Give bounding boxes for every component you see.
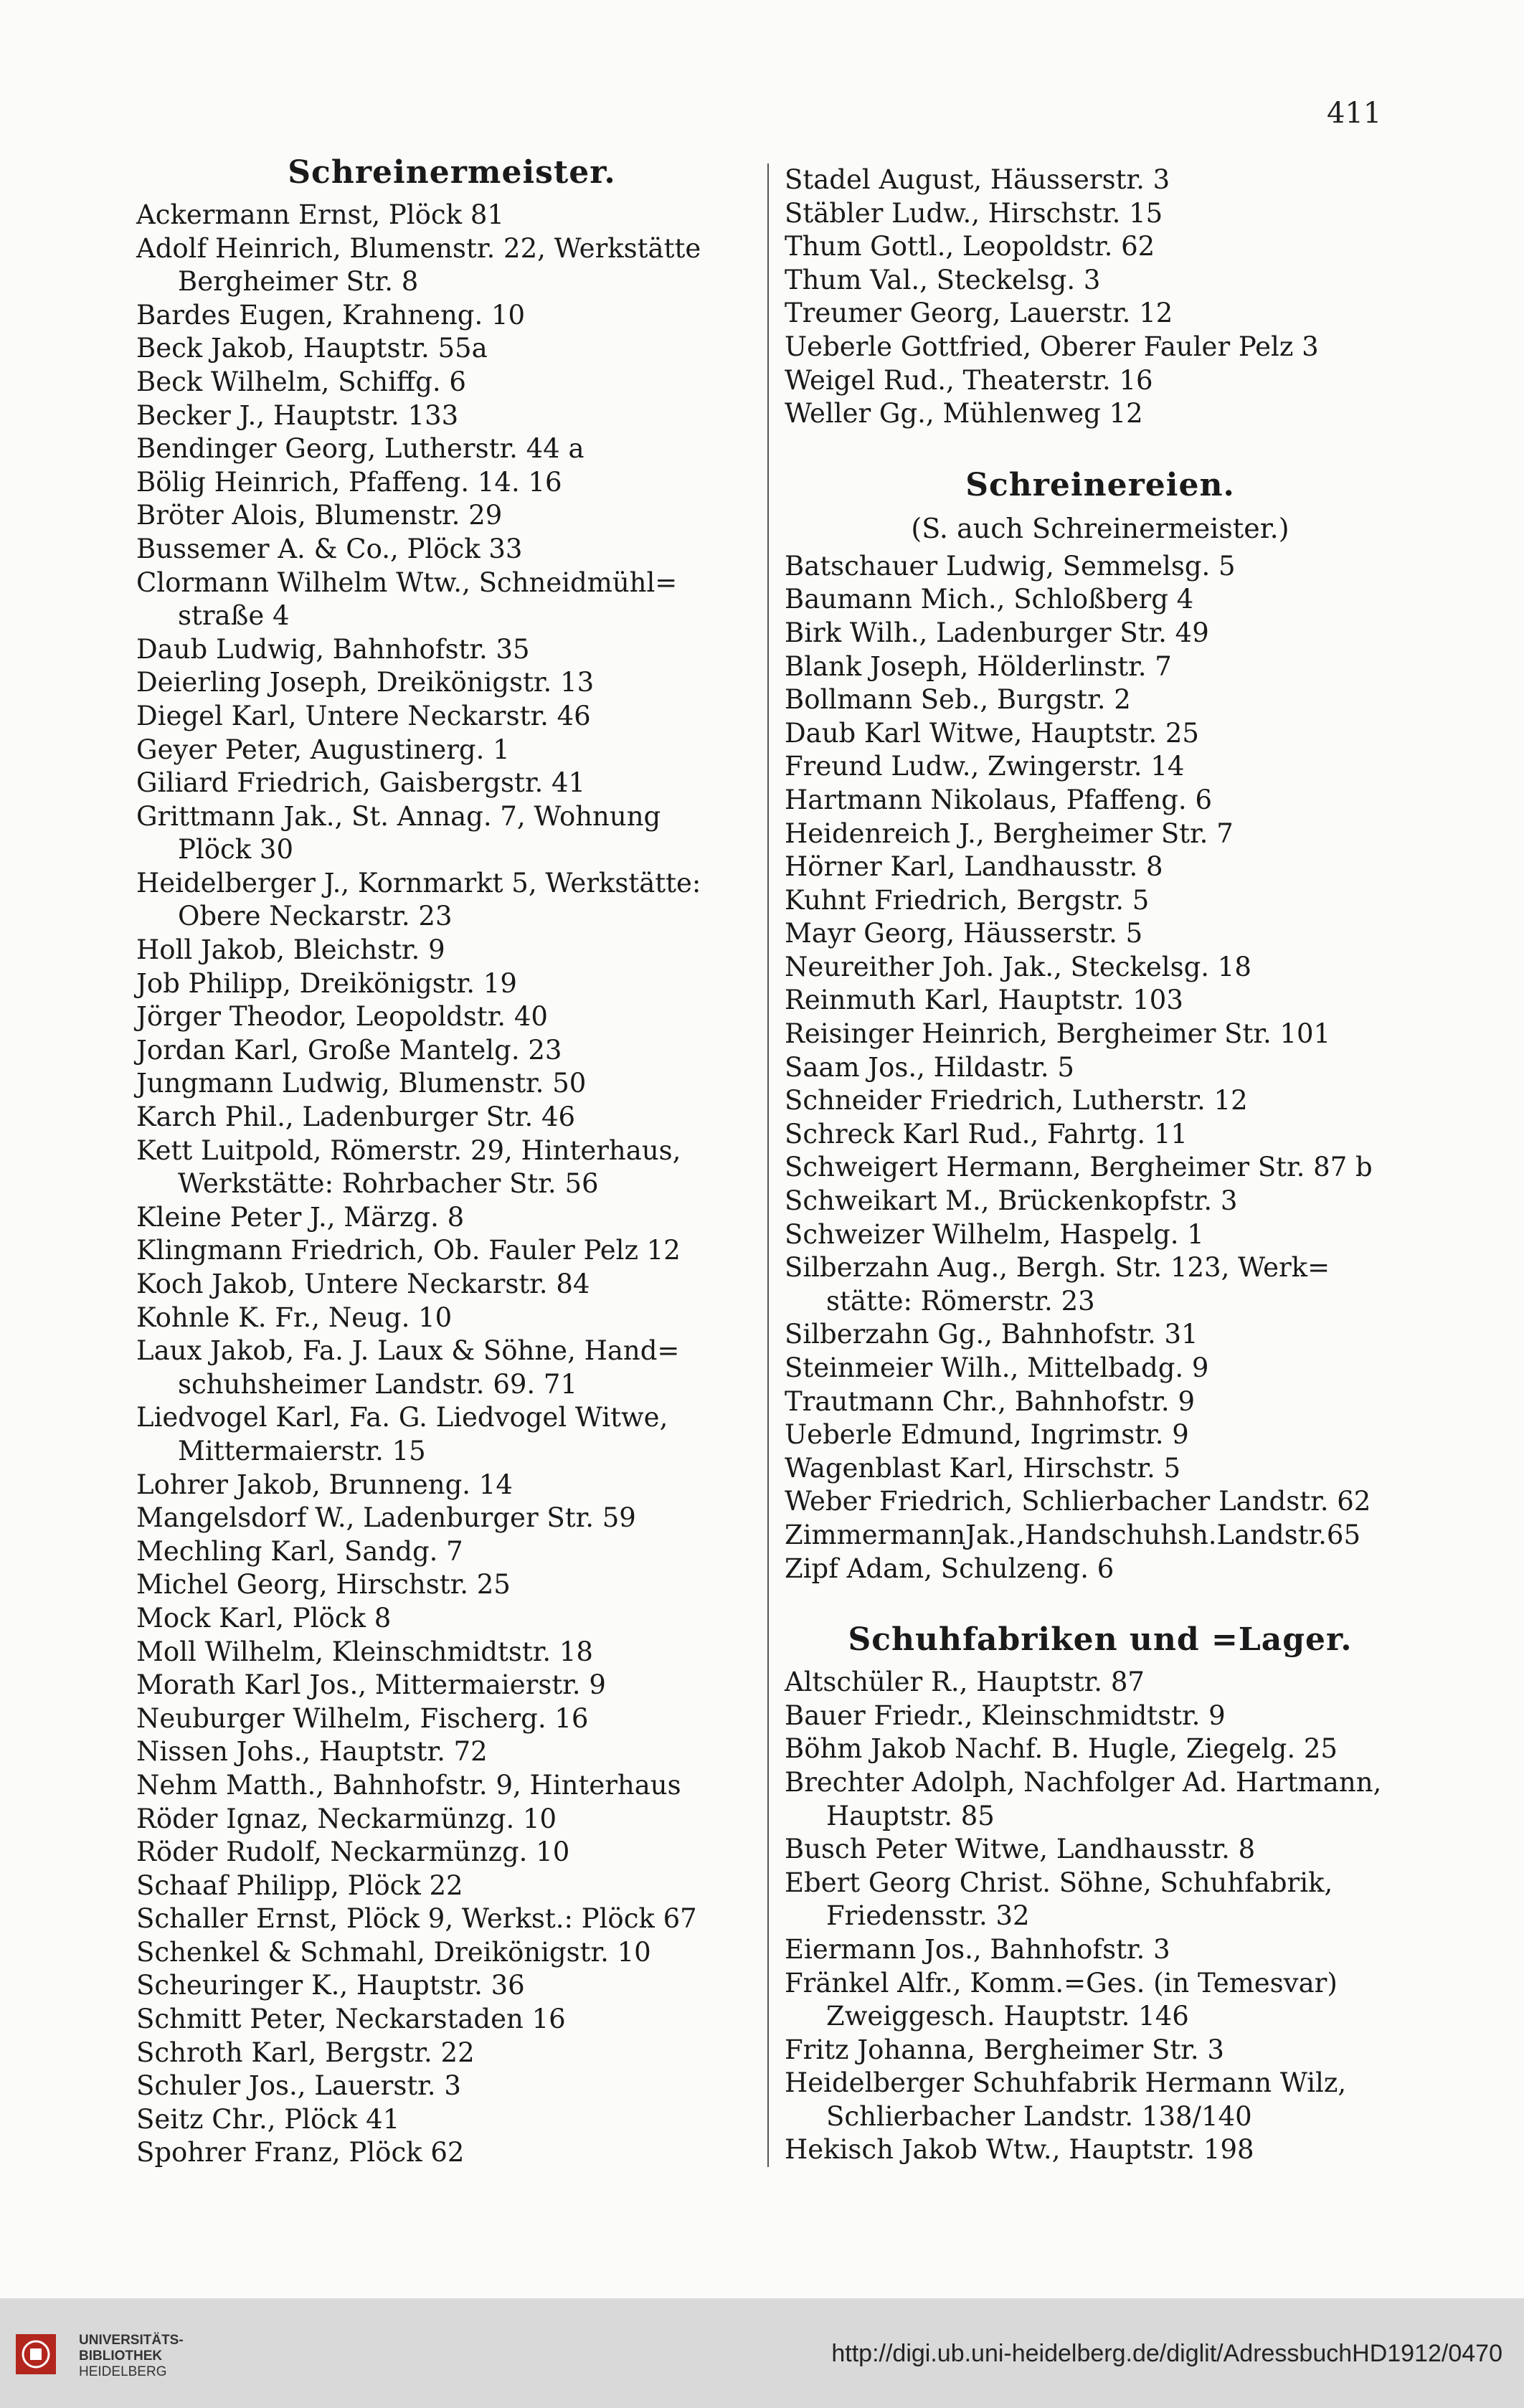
directory-entry (785, 1519, 1416, 1553)
entry-line: Reinmuth Karl, Hauptstr. 103 (785, 985, 1183, 1016)
entry-line: Mechling Karl, Sandg. 7 (136, 1535, 463, 1567)
directory-entry (136, 1669, 767, 1702)
entry-line: Steinmeier Wilh., Mittelbadg. 9 (785, 1352, 1209, 1383)
directory-entry (785, 1732, 1416, 1766)
directory-entry (136, 2103, 767, 2137)
directory-entry (785, 683, 1416, 717)
entry-line: Fritz Johanna, Bergheimer Str. 3 (785, 2034, 1224, 2065)
entry-line: Mangelsdorf W., Ladenburger Str. 59 (136, 1502, 636, 1534)
entry-line: Beck Jakob, Hauptstr. 55a (136, 333, 488, 364)
directory-entry (785, 163, 1416, 197)
directory-entry (136, 1702, 767, 1736)
entry-continuation-line: Bergheimer Str. 8 (178, 266, 419, 298)
directory-entry (136, 2136, 767, 2170)
directory-entry (136, 1335, 767, 1401)
directory-entry (785, 1318, 1416, 1352)
entry-line: Kett Luitpold, Römerstr. 29, Hinterhaus, (136, 1134, 681, 1166)
entry-line: Thum Val., Steckelsg. 3 (785, 264, 1101, 295)
entry-continuation-line: Mittermaierstr. 15 (178, 1435, 426, 1466)
entry-continuation-line: Schlierbacher Landstr. 138/140 (826, 2100, 1252, 2132)
entry-line: Wagenblast Karl, Hirschstr. 5 (785, 1452, 1181, 1484)
entry-line: Hartmann Nikolaus, Pfaffeng. 6 (785, 784, 1212, 815)
entry-continuation-line: Zweiggesch. Hauptstr. 146 (826, 2001, 1189, 2032)
entry-line: Weigel Rud., Theaterstr. 16 (785, 364, 1153, 396)
directory-entry (136, 1936, 767, 1970)
entry-line: Birk Wilh., Ladenburger Str. 49 (785, 617, 1209, 648)
directory-entry (136, 533, 767, 567)
directory-entry (136, 1502, 767, 1535)
entry-line: Stadel August, Häusserstr. 3 (785, 164, 1170, 195)
directory-entry (785, 984, 1416, 1018)
entry-line: Koch Jakob, Untere Neckarstr. 84 (136, 1269, 590, 1299)
directory-entry (785, 2034, 1416, 2067)
directory-entry (785, 264, 1416, 298)
directory-entry (136, 666, 767, 700)
page-number: 411 (1327, 97, 1382, 130)
directory-entry (785, 1766, 1416, 1833)
entry-line: Klingmann Friedrich, Ob. Fauler Pelz 12 (136, 1235, 681, 1266)
directory-entry (785, 717, 1416, 751)
entry-line: Bauer Friedr., Kleinschmidtstr. 9 (785, 1700, 1226, 1731)
entry-line: Reisinger Heinrich, Bergheimer Str. 101 (785, 1018, 1331, 1050)
directory-entry (136, 967, 767, 1001)
directory-entry (136, 767, 767, 800)
logo-line-2: BIBLIOTHEK (79, 2348, 163, 2364)
library-logo-text (79, 2333, 184, 2380)
entry-line: Silberzahn Gg., Bahnhofstr. 31 (785, 1319, 1198, 1350)
directory-entry (136, 1134, 767, 1201)
entry-list-schreinermeister (136, 199, 767, 2170)
entry-line: Ueberle Gottfried, Oberer Fauler Pelz 3 (785, 331, 1319, 362)
entry-continuation-line: Hauptstr. 85 (826, 1800, 995, 1831)
directory-entry (785, 197, 1416, 231)
entry-line: Blank Joseph, Hölderlinstr. 7 (785, 650, 1172, 682)
directory-entry (136, 199, 767, 232)
directory-entry (785, 1418, 1416, 1452)
directory-entry (136, 1535, 767, 1569)
directory-entry (136, 734, 767, 767)
entry-line: Weber Friedrich, Schlierbacher Landstr. 62 (785, 1486, 1371, 1517)
entry-line: ZimmermannJak.,Handschuhsh.Landstr.65 (785, 1519, 1361, 1550)
entry-line: Böhm Jakob Nachf. B. Hugle, Ziegelg. 25 (785, 1733, 1338, 1765)
directory-entry (136, 1067, 767, 1101)
directory-entry (136, 1302, 767, 1335)
entry-line: Fränkel Alfr., Komm.=Ges. (in Temesvar) (785, 1967, 1338, 1999)
entry-line: Mayr Georg, Häusserstr. 5 (785, 918, 1143, 949)
directory-entry (785, 1933, 1416, 1967)
entry-line: Zipf Adam, Schulzeng. 6 (785, 1553, 1114, 1584)
entry-line: Thum Gottl., Leopoldstr. 62 (785, 231, 1155, 262)
entry-line: Schuler Jos., Lauerstr. 3 (136, 2070, 461, 2102)
entry-list-schreinereien (785, 550, 1416, 1585)
directory-entry (136, 934, 767, 967)
directory-entry (785, 817, 1416, 851)
directory-entry (136, 867, 767, 934)
entry-line: Beck Wilhelm, Schiffg. 6 (136, 366, 466, 397)
entry-line: Moll Wilhelm, Kleinschmidtstr. 18 (136, 1636, 593, 1667)
directory-entry (785, 1352, 1416, 1385)
directory-entry (136, 633, 767, 667)
directory-entry (785, 750, 1416, 784)
directory-entry (136, 2003, 767, 2037)
directory-entry (136, 1268, 767, 1302)
entry-line: Giliard Friedrich, Gaisbergstr. 41 (136, 767, 586, 799)
university-seal-icon (16, 2334, 56, 2374)
entry-line: Röder Ignaz, Neckarmünzg. 10 (136, 1803, 557, 1834)
entry-line: Stäbler Ludw., Hirschstr. 15 (785, 197, 1163, 229)
directory-entry (136, 332, 767, 366)
section-heading-schreinermeister: Schreinermeister. (288, 154, 616, 191)
directory-entry (785, 550, 1416, 584)
directory-entry (785, 1967, 1416, 2034)
entry-line: Neuburger Wilhelm, Fischerg. 16 (136, 1702, 589, 1734)
directory-entry (136, 432, 767, 466)
left-column (136, 147, 767, 2170)
entry-line: Nissen Johs., Hauptstr. 72 (136, 1736, 488, 1768)
right-column (767, 163, 1416, 2167)
entry-line: Deierling Joseph, Dreikönigstr. 13 (136, 667, 595, 698)
directory-entry (785, 331, 1416, 364)
directory-entry (136, 1769, 767, 1803)
entry-line: Bendinger Georg, Lutherstr. 44 a (136, 433, 584, 465)
directory-entry (785, 2067, 1416, 2133)
directory-entry (785, 1553, 1416, 1586)
directory-entry (785, 1485, 1416, 1519)
logo-line-3: HEIDELBERG (79, 2364, 167, 2379)
entry-line: Schaaf Philipp, Plöck 22 (136, 1869, 463, 1901)
directory-entry (785, 1385, 1416, 1419)
entry-line: Ackermann Ernst, Plöck 81 (136, 199, 504, 230)
directory-entry (136, 1969, 767, 2003)
entry-line: Michel Georg, Hirschstr. 25 (136, 1569, 511, 1601)
directory-entry (136, 1869, 767, 1903)
entry-list-schreinermeister-continued (785, 163, 1416, 431)
entry-line: Röder Rudolf, Neckarmünzg. 10 (136, 1836, 570, 1868)
entry-line: Mock Karl, Plöck 8 (136, 1602, 392, 1634)
directory-entry (785, 1018, 1416, 1051)
directory-entry (136, 1836, 767, 1869)
directory-entry (136, 2037, 767, 2070)
entry-line: Jörger Theodor, Leopoldstr. 40 (136, 1001, 548, 1033)
directory-entry (785, 884, 1416, 918)
directory-entry (785, 617, 1416, 650)
entry-line: Ebert Georg Christ. Söhne, Schuhfabrik, (785, 1867, 1333, 1898)
directory-entry (136, 299, 767, 333)
entry-line: Batschauer Ludwig, Semmelsg. 5 (785, 550, 1236, 582)
entry-list-schuhfabriken (785, 1666, 1416, 2167)
entry-line: Schmitt Peter, Neckarstaden 16 (136, 2004, 566, 2035)
directory-entry (136, 1234, 767, 1268)
directory-entry (136, 399, 767, 433)
directory-entry (785, 1666, 1416, 1700)
directory-entry (136, 1034, 767, 1068)
entry-line: Silberzahn Aug., Bergh. Str. 123, Werk= (785, 1252, 1330, 1284)
entry-line: Hekisch Jakob Wtw., Hauptstr. 198 (785, 2134, 1254, 2166)
entry-line: Daub Karl Witwe, Hauptstr. 25 (785, 717, 1199, 749)
entry-line: Diegel Karl, Untere Neckarstr. 46 (136, 700, 591, 731)
entry-line: Saam Jos., Hildastr. 5 (785, 1051, 1074, 1083)
section-heading-schuhfabriken: Schuhfabriken und =Lager. (848, 1621, 1353, 1659)
entry-line: Jungmann Ludwig, Blumenstr. 50 (136, 1068, 587, 1099)
entry-line: Schroth Karl, Bergstr. 22 (136, 2037, 475, 2068)
entry-line: Neureither Joh. Jak., Steckelsg. 18 (785, 951, 1251, 982)
entry-line: Liedvogel Karl, Fa. G. Liedvogel Witwe, (136, 1402, 668, 1433)
directory-entry (136, 366, 767, 399)
entry-line: Heidelberger J., Kornmarkt 5, Werkstätte: (136, 867, 701, 899)
directory-entry (136, 499, 767, 533)
entry-line: Bölig Heinrich, Pfaffeng. 14. 16 (136, 466, 562, 498)
directory-entry (785, 1118, 1416, 1152)
entry-continuation-line: Obere Neckarstr. 23 (178, 901, 453, 932)
entry-line: Schneider Friedrich, Lutherstr. 12 (785, 1085, 1248, 1117)
entry-line: Altschüler R., Hauptstr. 87 (785, 1667, 1145, 1698)
entry-line: Hörner Karl, Landhausstr. 8 (785, 851, 1163, 883)
directory-entry (785, 1452, 1416, 1486)
entry-line: Kohnle K. Fr., Neug. 10 (136, 1302, 453, 1333)
directory-entry (785, 397, 1416, 431)
directory-entry (785, 1151, 1416, 1185)
directory-entry (785, 1051, 1416, 1085)
directory-entry (785, 1867, 1416, 1933)
entry-line: Bollmann Seb., Burgstr. 2 (785, 684, 1131, 716)
directory-entry (785, 1185, 1416, 1218)
entry-line: Seitz Chr., Plöck 41 (136, 2103, 400, 2135)
directory-entry (785, 297, 1416, 331)
entry-line: Geyer Peter, Augustinerg. 1 (136, 734, 510, 765)
directory-entry (136, 1201, 767, 1235)
entry-continuation-line: stätte: Römerstr. 23 (826, 1285, 1095, 1317)
entry-line: Grittmann Jak., St. Annag. 7, Wohnung (136, 800, 661, 832)
entry-line: Trautmann Chr., Bahnhofstr. 9 (785, 1385, 1195, 1417)
entry-continuation-line: Friedensstr. 32 (826, 1900, 1030, 1932)
directory-entry (136, 1101, 767, 1134)
entry-line: Adolf Heinrich, Blumenstr. 22, Werkstätte (136, 232, 701, 264)
entry-line: Lohrer Jakob, Brunneng. 14 (136, 1469, 513, 1500)
entry-line: Schweigert Hermann, Bergheimer Str. 87 b (785, 1152, 1373, 1183)
entry-line: Daub Ludwig, Bahnhofstr. 35 (136, 633, 530, 665)
entry-line: Treumer Georg, Lauerstr. 12 (785, 298, 1173, 329)
directory-entry (785, 1700, 1416, 1733)
entry-line: Eiermann Jos., Bahnhofstr. 3 (785, 1933, 1170, 1965)
entry-line: Morath Karl Jos., Mittermaierstr. 9 (136, 1669, 606, 1701)
entry-line: Scheuringer K., Hauptstr. 36 (136, 1970, 525, 2001)
entry-line: Baumann Mich., Schloßberg 4 (785, 584, 1194, 615)
entry-line: Schweizer Wilhelm, Haspelg. 1 (785, 1218, 1204, 1250)
entry-continuation-line: straße 4 (178, 600, 290, 632)
directory-entry (785, 850, 1416, 884)
directory-entry (785, 1218, 1416, 1252)
directory-entry (785, 1833, 1416, 1867)
entry-line: Job Philipp, Dreikönigstr. 19 (136, 967, 517, 999)
entry-line: Spohrer Franz, Plöck 62 (136, 2137, 465, 2168)
entry-line: Busch Peter Witwe, Landhausstr. 8 (785, 1834, 1256, 1865)
directory-entry (136, 466, 767, 500)
entry-line: Bröter Alois, Blumenstr. 29 (136, 500, 503, 531)
library-footer (0, 2298, 1524, 2408)
section-heading-schreinereien: Schreinereien. (965, 466, 1235, 503)
directory-entry (136, 1803, 767, 1836)
entry-line: Bardes Eugen, Krahneng. 10 (136, 299, 526, 331)
logo-line-1: UNIVERSITÄTS- (79, 2333, 184, 2348)
entry-line: Karch Phil., Ladenburger Str. 46 (136, 1101, 576, 1133)
entry-line: Heidenreich J., Bergheimer Str. 7 (785, 817, 1234, 849)
directory-entry (136, 1401, 767, 1468)
entry-line: Jordan Karl, Große Mantelg. 23 (136, 1034, 562, 1066)
section-subheading-schreinereien: (S. auch Schreinermeister.) (911, 512, 1289, 544)
directory-entry (136, 1735, 767, 1769)
entry-line: Kleine Peter J., Märzg. 8 (136, 1201, 465, 1233)
directory-entry (785, 364, 1416, 398)
entry-line: Kuhnt Friedrich, Bergstr. 5 (785, 884, 1150, 916)
entry-continuation-line: Werkstätte: Rohrbacher Str. 56 (178, 1168, 599, 1200)
directory-entry (785, 2133, 1416, 2167)
entry-line: Nehm Matth., Bahnhofstr. 9, Hinterhaus (136, 1769, 681, 1801)
directory-entry (785, 1251, 1416, 1318)
entry-line: Bussemer A. & Co., Plöck 33 (136, 533, 523, 564)
entry-continuation-line: Plöck 30 (178, 834, 293, 866)
directory-entry (785, 230, 1416, 264)
entry-line: Weller Gg., Mühlenweg 12 (785, 398, 1143, 430)
entry-line: Laux Jakob, Fa. J. Laux & Söhne, Hand= (136, 1335, 680, 1367)
entry-line: Clormann Wilhelm Wtw., Schneidmühl= (136, 567, 678, 598)
directory-entry (785, 1084, 1416, 1118)
entry-line: Schweikart M., Brückenkopfstr. 3 (785, 1185, 1238, 1217)
directory-entry (136, 232, 767, 299)
directory-entry (136, 800, 767, 867)
entry-line: Brechter Adolph, Nachfolger Ad. Hartmann, (785, 1766, 1382, 1798)
entry-line: Holl Jakob, Bleichstr. 9 (136, 934, 445, 966)
directory-entry (785, 583, 1416, 617)
entry-continuation-line: schuhsheimer Landstr. 69. 71 (178, 1368, 578, 1400)
entry-line: Schenkel & Schmahl, Dreikönigstr. 10 (136, 1936, 651, 1968)
entry-line: Ueberle Edmund, Ingrimstr. 9 (785, 1419, 1189, 1451)
directory-entry (785, 650, 1416, 684)
entry-line: Schreck Karl Rud., Fahrtg. 11 (785, 1118, 1188, 1150)
entry-line: Schaller Ernst, Plöck 9, Werkst.: Plöck 67 (136, 1903, 697, 1935)
directory-entry (136, 700, 767, 734)
directory-entry (136, 567, 767, 633)
directory-entry (136, 1902, 767, 1936)
directory-entry (785, 951, 1416, 985)
entry-line: Becker J., Hauptstr. 133 (136, 399, 459, 431)
directory-entry (785, 784, 1416, 817)
directory-entry (136, 1000, 767, 1034)
directory-entry (136, 1602, 767, 1636)
source-url-link[interactable]: http://digi.ub.uni-heidelberg.de/diglit/AdressbuchHD1912/0470 (831, 2340, 1502, 2367)
directory-entry (136, 2070, 767, 2103)
directory-entry (785, 917, 1416, 951)
entry-line: Freund Ludw., Zwingerstr. 14 (785, 751, 1185, 782)
entry-line: Heidelberger Schuhfabrik Hermann Wilz, (785, 2067, 1347, 2099)
directory-entry (136, 1469, 767, 1502)
directory-entry (136, 1568, 767, 1602)
directory-entry (136, 1636, 767, 1669)
